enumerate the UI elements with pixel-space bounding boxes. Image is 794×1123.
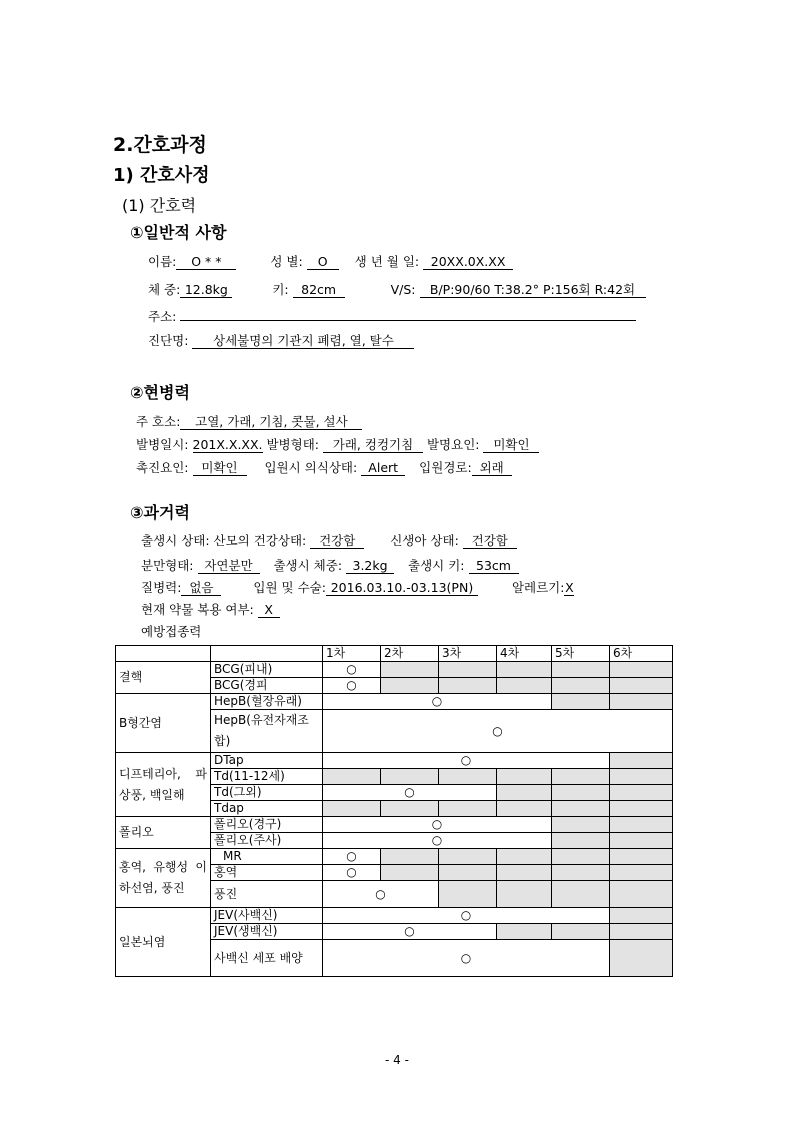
general-row-3 (148, 307, 636, 325)
vaccine-polio-injection: 폴리오(주사) (211, 833, 323, 849)
shaded-cell (610, 694, 673, 710)
newborn-label: 신생아 상태: (390, 533, 459, 548)
shaded-cell (552, 694, 610, 710)
bw-label: 출생시 체중: (273, 558, 343, 573)
group-japanese-encephalitis: 일본뇌염 (116, 908, 211, 977)
vaccine-measles: 홍역 (211, 865, 323, 881)
dose-mark: ○ (323, 817, 552, 833)
shaded-cell (552, 785, 610, 801)
shaded-cell (439, 881, 497, 908)
past-row-1 (141, 531, 517, 549)
onset-value: 201X.X.XX. (192, 437, 263, 452)
group-hepatitis-b: B형간염 (116, 694, 211, 753)
vaccine-hepb-recombinant: HepB(유전자재조합) (211, 710, 323, 753)
shaded-cell (610, 940, 673, 977)
shaded-cell (439, 865, 497, 881)
dose-mark: ○ (323, 908, 610, 924)
vaccine-mr: MR (211, 849, 323, 865)
dose-mark: ○ (323, 833, 552, 849)
header-dose-4: 4차 (497, 646, 552, 662)
vaccine-label: 예방접종력 (141, 624, 202, 639)
height-label: 키: (272, 282, 289, 297)
shaded-cell (552, 865, 610, 881)
general-row-4 (148, 331, 414, 349)
vaccine-tdap: Tdap (211, 801, 323, 817)
dose-mark: ○ (323, 710, 673, 753)
cause-value: 미확인 (483, 437, 539, 453)
shaded-cell (610, 833, 673, 849)
general-row-1 (148, 252, 513, 270)
vaccine-td-other: Td(그외) (211, 785, 323, 801)
shaded-cell (439, 849, 497, 865)
table-row (116, 694, 673, 710)
cause-label: 발명요인: (426, 437, 480, 452)
vs-label: V/S: (390, 282, 416, 297)
shaded-cell (497, 785, 552, 801)
shaded-cell (610, 817, 673, 833)
disease-value: 없음 (181, 580, 221, 596)
group-tuberculosis: 결핵 (116, 662, 211, 694)
birth-value: 20XX.0X.XX (423, 254, 513, 270)
shaded-cell (381, 865, 439, 881)
header-cell-empty (116, 646, 211, 662)
surgery-value: 2016.03.10.-03.13(PN) (326, 580, 478, 596)
newborn-value: 건강함 (463, 533, 517, 549)
present-row-2 (136, 435, 539, 453)
present-row-1 (136, 412, 362, 430)
shaded-cell (497, 881, 552, 908)
shaded-cell (610, 753, 673, 769)
past-row-4 (141, 600, 280, 618)
shaded-cell (381, 662, 439, 678)
shaded-cell (497, 801, 552, 817)
sex-value: O (307, 254, 339, 270)
shaded-cell (610, 801, 673, 817)
sex-label: 성 별: (270, 254, 303, 269)
delivery-label: 분만형태: (141, 558, 194, 573)
past-heading: ③과거력 (130, 503, 190, 522)
shaded-cell (439, 662, 497, 678)
disease-label: 질병력: (141, 580, 182, 595)
shaded-cell (381, 769, 439, 785)
shaded-cell (552, 849, 610, 865)
shaded-cell (439, 801, 497, 817)
header-cell-empty (211, 646, 323, 662)
table-row (116, 753, 673, 769)
shaded-cell (497, 662, 552, 678)
header-dose-2: 2차 (381, 646, 439, 662)
dose-mark: ○ (323, 785, 497, 801)
shaded-cell (610, 849, 673, 865)
consc-label: 입원시 의식상태: (264, 460, 358, 475)
group-dtp: 디프테리아, 파상풍, 백일해 (116, 753, 211, 817)
header-dose-1: 1차 (323, 646, 381, 662)
section-title: 2.간호과정 (113, 134, 207, 156)
dose-mark: ○ (323, 865, 381, 881)
header-dose-6: 6차 (610, 646, 673, 662)
maternal-label: 출생시 상태: 산모의 건강상태: (141, 533, 307, 548)
vaccine-rubella: 풍진 (211, 881, 323, 908)
present-row-3 (136, 458, 512, 476)
shaded-cell (381, 849, 439, 865)
shaded-cell (610, 881, 673, 908)
dose-mark: ○ (323, 694, 552, 710)
vaccine-hepb-plasma: HepB(혈장유래) (211, 694, 323, 710)
past-row-3 (141, 578, 574, 596)
past-row-2 (141, 556, 519, 574)
route-label: 입원경로: (419, 460, 472, 475)
table-row (116, 817, 673, 833)
dose-mark: ○ (323, 881, 439, 908)
present-heading: ②현병력 (130, 383, 190, 402)
vaccine-dtap: DTap (211, 753, 323, 769)
vaccine-polio-oral: 폴리오(경구) (211, 817, 323, 833)
bh-label: 출생시 키: (408, 558, 465, 573)
shaded-cell (610, 678, 673, 694)
shaded-cell (497, 849, 552, 865)
name-value: O * * (176, 254, 236, 270)
general-row-2 (148, 280, 646, 298)
shaded-cell (552, 769, 610, 785)
name-label: 이름: (148, 254, 177, 269)
vs-value: B/P:90/60 T:38.2° P:156회 R:42회 (420, 282, 646, 298)
page-number: - 4 - (385, 1053, 409, 1067)
shaded-cell (497, 924, 552, 940)
vaccination-table (115, 645, 673, 977)
diagnosis-label: 진단명: (148, 333, 189, 348)
meds-value: X (258, 602, 280, 618)
shaded-cell (610, 769, 673, 785)
general-heading: ①일반적 사항 (130, 223, 227, 242)
form-value: 가래, 컹컹기침 (323, 437, 423, 453)
weight-value: 12.8kg (180, 282, 232, 298)
subsection-title: 1) 간호사정 (113, 165, 210, 186)
vaccine-jev-inactivated: JEV(사백신) (211, 908, 323, 924)
height-value: 82cm (293, 282, 345, 298)
shaded-cell (323, 769, 381, 785)
dose-mark: ○ (323, 924, 497, 940)
trigger-label: 촉진요인: (136, 460, 189, 475)
shaded-cell (610, 908, 673, 924)
shaded-cell (552, 817, 610, 833)
shaded-cell (552, 662, 610, 678)
dose-mark: ○ (323, 849, 381, 865)
shaded-cell (610, 662, 673, 678)
allergy-label: 알레르기: (511, 580, 565, 595)
dose-mark: ○ (323, 940, 610, 977)
form-label: 발병형태: (266, 437, 319, 452)
group-mmr: 홍역, 유행성 이하선염, 풍진 (116, 849, 211, 908)
shaded-cell (552, 833, 610, 849)
shaded-cell (323, 801, 381, 817)
shaded-cell (497, 769, 552, 785)
allergy-value: X (565, 580, 574, 595)
shaded-cell (552, 678, 610, 694)
shaded-cell (439, 678, 497, 694)
vaccine-cell-culture: 사백신 세포 배양 (211, 940, 323, 977)
weight-label: 체 중: (148, 282, 181, 297)
cc-label: 주 호소: (136, 414, 181, 429)
vaccine-td-11-12: Td(11-12세) (211, 769, 323, 785)
shaded-cell (497, 678, 552, 694)
diagnosis-value: 상세불명의 기관지 폐렴, 열, 탈수 (192, 333, 414, 349)
delivery-value: 자연분만 (198, 558, 260, 574)
shaded-cell (610, 865, 673, 881)
table-row (116, 849, 673, 865)
surgery-label: 입원 및 수술: (253, 580, 326, 595)
vaccine-bcg-intradermal: BCG(피내) (211, 662, 323, 678)
table-row (116, 908, 673, 924)
trigger-value: 미확인 (193, 460, 247, 476)
vaccine-jev-live: JEV(생백신) (211, 924, 323, 940)
shaded-cell (610, 924, 673, 940)
group-polio: 폴리오 (116, 817, 211, 849)
meds-label: 현재 약물 복용 여부: (141, 602, 254, 617)
vaccine-bcg-percutaneous: BCG(경피 (211, 678, 323, 694)
address-value (180, 320, 636, 321)
table-row (116, 662, 673, 678)
dose-mark: ○ (323, 678, 381, 694)
shaded-cell (381, 801, 439, 817)
bw-value: 3.2kg (346, 558, 394, 574)
dose-mark: ○ (323, 662, 381, 678)
shaded-cell (552, 881, 610, 908)
shaded-cell (552, 924, 610, 940)
birth-label: 생 년 월 일: (354, 254, 420, 269)
shaded-cell (381, 678, 439, 694)
dose-mark: ○ (323, 753, 610, 769)
header-dose-5: 5차 (552, 646, 610, 662)
address-label: 주소: (148, 309, 177, 324)
shaded-cell (552, 801, 610, 817)
cc-value: 고열, 가래, 기침, 콧물, 설사 (180, 414, 362, 430)
bh-value: 53cm (469, 558, 519, 574)
maternal-value: 건강함 (310, 533, 364, 549)
nursing-history-title: (1) 간호력 (122, 196, 197, 215)
header-dose-3: 3차 (439, 646, 497, 662)
shaded-cell (439, 769, 497, 785)
shaded-cell (610, 785, 673, 801)
route-value: 외래 (472, 460, 512, 476)
onset-label: 발병일시: (136, 437, 189, 452)
consc-value: Alert (361, 460, 405, 476)
table-header-row (116, 646, 673, 662)
shaded-cell (497, 865, 552, 881)
